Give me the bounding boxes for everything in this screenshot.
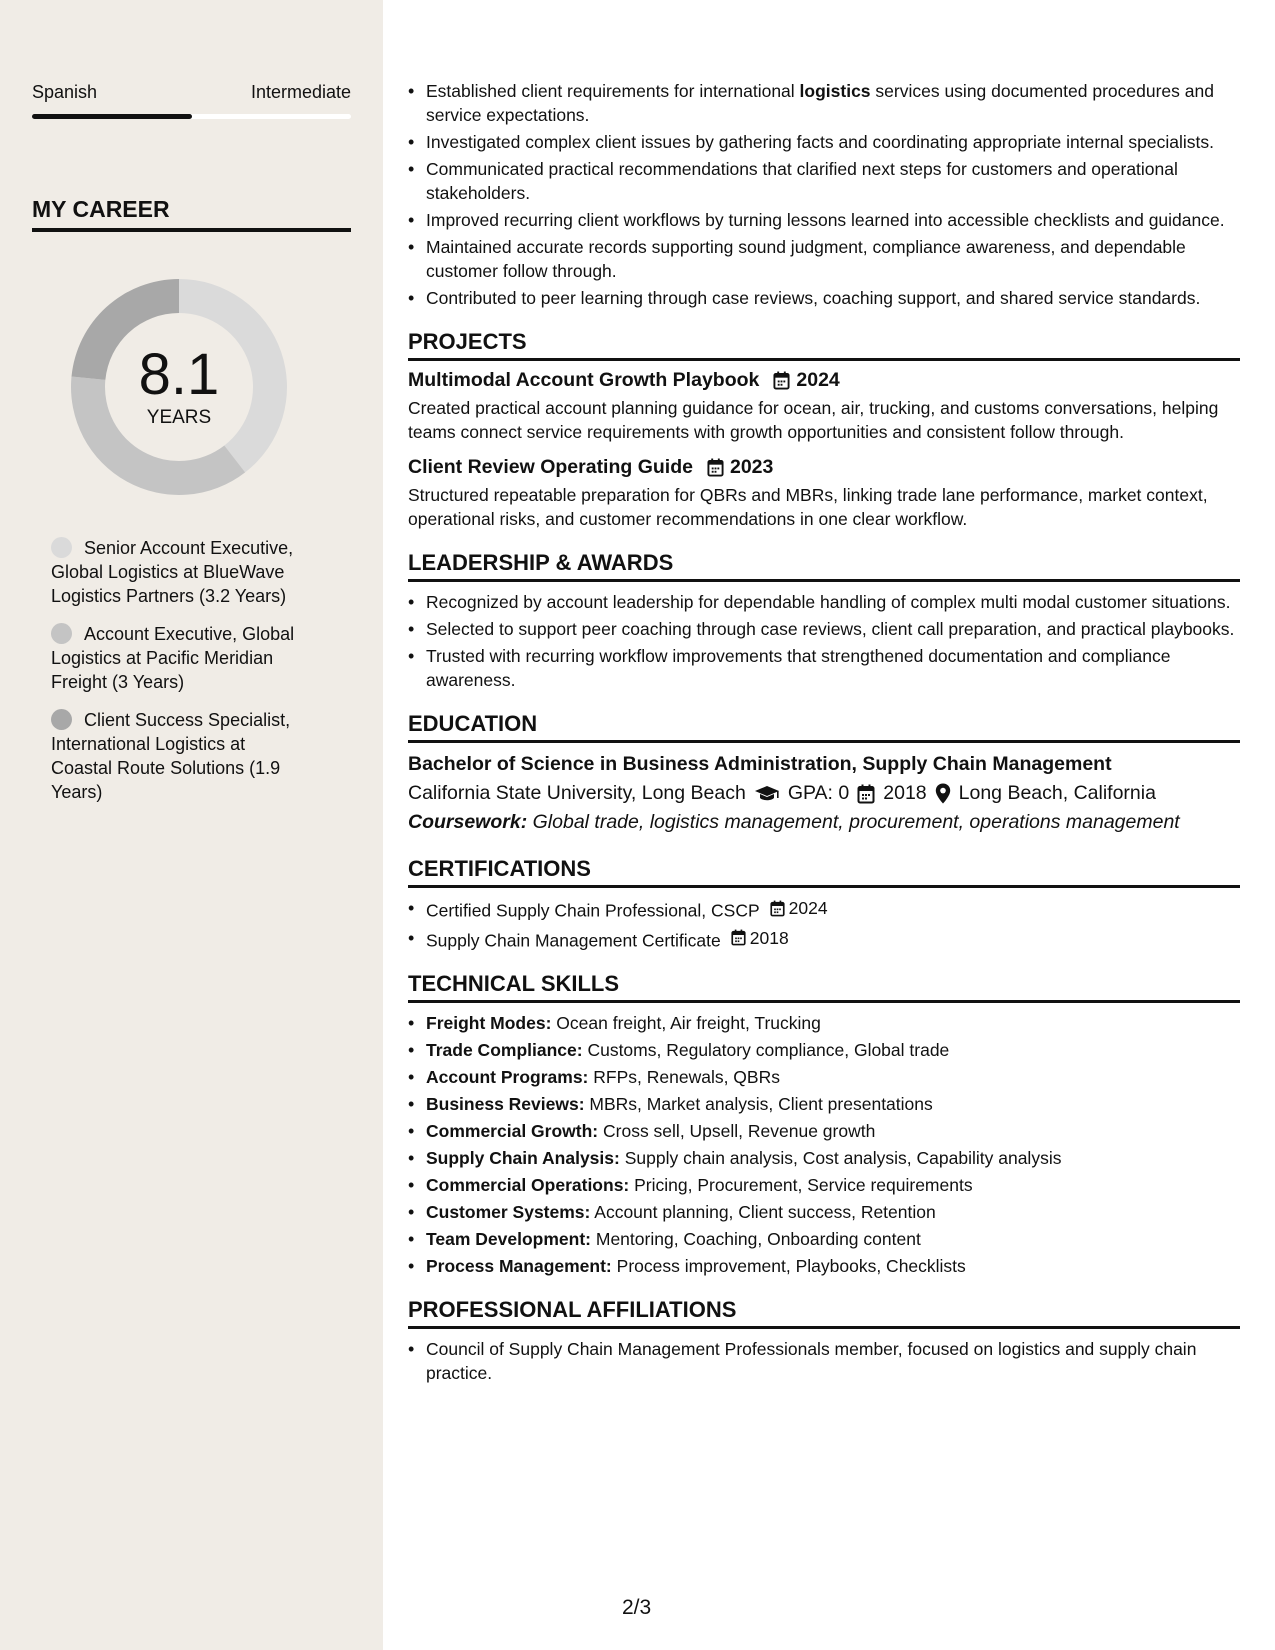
skill-item (408, 1200, 1240, 1224)
skill-label: Customer Systems: (426, 1202, 591, 1222)
bullet-text: Established client requirements for international (426, 81, 800, 101)
skill-label: Process Management: (426, 1256, 612, 1276)
main-content (408, 0, 1240, 1388)
language-level: Intermediate (250, 82, 351, 102)
graduation-year: 2018 (883, 782, 927, 804)
coursework-text: Global trade, logistics management, procurement, operations management (532, 811, 1180, 833)
technical-skills-heading: TECHNICAL SKILLS (408, 971, 1240, 1003)
skill-label: Trade Compliance: (426, 1040, 583, 1060)
legend-label: Senior Account Executive, Global Logistics at BlueWave Logistics Partners (3.2 Years) (51, 538, 294, 606)
skill-item (408, 1227, 1240, 1251)
project-year-group (707, 456, 773, 479)
experience-bullets (408, 79, 1240, 310)
project-title: Multimodal Account Growth Playbook (408, 369, 760, 391)
technical-skills-list (408, 1011, 1240, 1278)
skill-value: Customs, Regulatory compliance, Global trade (587, 1040, 950, 1060)
location-pin-icon (935, 783, 951, 804)
calendar-icon (857, 784, 875, 804)
skill-item (408, 1146, 1240, 1170)
leadership-heading: LEADERSHIP & AWARDS (408, 550, 1240, 582)
career-heading: MY CAREER (32, 196, 351, 232)
skill-item (408, 1065, 1240, 1089)
career-years-value: 8.1 (138, 342, 220, 407)
school-location: Long Beach, California (958, 782, 1156, 804)
skill-label: Freight Modes: (426, 1013, 552, 1033)
degree-title: Bachelor of Science in Business Administration, Supply Chain Management (408, 753, 1112, 775)
calendar-icon (731, 929, 746, 946)
legend-swatch (51, 709, 72, 730)
language-proficiency-fill (32, 114, 192, 119)
projects-list (408, 369, 1240, 531)
certification-name: Certified Supply Chain Professional, CSCP (426, 900, 760, 921)
bullet-text: Contributed to peer learning through case reviews, coaching support, and shared service standards. (426, 288, 1201, 308)
bullet-text: Maintained accurate records supporting sound judgment, compliance awareness, and dependable customer follow through. (426, 237, 1186, 281)
donut-center (66, 274, 292, 500)
language-proficiency-bar (32, 114, 351, 119)
experience-bullet (408, 79, 1240, 127)
skill-value: Pricing, Procurement, Service requirements (634, 1175, 973, 1195)
skill-label: Team Development: (426, 1229, 591, 1249)
skill-item (408, 1038, 1240, 1062)
projects-heading: PROJECTS (408, 329, 1240, 361)
skill-item (408, 1011, 1240, 1035)
project-title-row (408, 369, 1240, 392)
skill-label: Business Reviews: (426, 1094, 585, 1114)
project-description: Created practical account planning guidance for ocean, air, trucking, and customs conversations, helping teams connect service requirements with growth opportunities and consistent follow through. (408, 398, 1219, 442)
certification-item (408, 896, 1240, 923)
experience-bullet (408, 235, 1240, 283)
affiliations-heading: PROFESSIONAL AFFILIATIONS (408, 1297, 1240, 1329)
skill-label: Commercial Operations: (426, 1175, 630, 1195)
bullet-emphasis: logistics (799, 81, 871, 101)
certification-year: 2018 (749, 927, 789, 948)
experience-bullet (408, 130, 1240, 154)
skill-label: Account Programs: (426, 1067, 589, 1087)
experience-bullet (408, 286, 1240, 310)
skill-value: Account planning, Client success, Retention (594, 1202, 936, 1222)
certification-item (408, 926, 1240, 953)
bullet-text: services using documented procedures and service expectations. (426, 81, 1214, 125)
skill-value: Mentoring, Coaching, Onboarding content (595, 1229, 921, 1249)
skill-value: Process improvement, Playbooks, Checklists (616, 1256, 966, 1276)
legend-swatch (51, 623, 72, 644)
language-row (32, 82, 351, 103)
certifications-heading: CERTIFICATIONS (408, 856, 1240, 888)
sidebar (0, 0, 383, 1650)
school-name: California State University, Long Beach (408, 782, 746, 804)
leadership-list (408, 590, 1240, 692)
skill-value: MBRs, Market analysis, Client presentations (589, 1094, 933, 1114)
skill-item (408, 1173, 1240, 1197)
career-legend-item (51, 536, 311, 608)
calendar-icon (770, 900, 785, 917)
skill-label: Supply Chain Analysis: (426, 1148, 620, 1168)
gpa-value: GPA: 0 (787, 782, 850, 804)
page-number: 2/3 (622, 1596, 652, 1619)
certifications-list (408, 896, 1240, 952)
bullet-text: Communicated practical recommendations that clarified next steps for customers and operational stakeholders. (426, 159, 1178, 203)
legend-label: Client Success Specialist, International Logistics at Coastal Route Solutions (1.9 Years) (51, 710, 291, 802)
leadership-item: • Trusted with recurring workflow improvements that strengthened documentation and compliance awareness. (408, 644, 1240, 692)
skill-item (408, 1092, 1240, 1116)
skill-label: Commercial Growth: (426, 1121, 599, 1141)
certification-year-group (770, 896, 828, 920)
legend-swatch (51, 537, 72, 558)
career-legend-item (51, 708, 311, 804)
leadership-item: • Recognized by account leadership for dependable handling of complex multi modal customer situations. (408, 590, 1240, 614)
bullet-text: Improved recurring client workflows by turning lessons learned into accessible checklists and guidance. (426, 210, 1225, 230)
certification-year-group (731, 926, 789, 950)
education-heading: EDUCATION (408, 711, 1240, 743)
project-year: 2023 (729, 456, 774, 478)
project-year-group (773, 369, 839, 392)
coursework-label: Coursework: (408, 811, 528, 833)
skill-value: Cross sell, Upsell, Revenue growth (603, 1121, 876, 1141)
skill-item (408, 1254, 1240, 1278)
calendar-icon (773, 371, 790, 390)
calendar-icon (707, 458, 724, 477)
leadership-item: • Selected to support peer coaching through case reviews, client call preparation, and practical playbooks. (408, 617, 1240, 641)
skill-item (408, 1119, 1240, 1143)
certification-name: Supply Chain Management Certificate (426, 930, 721, 950)
experience-bullet (408, 208, 1240, 232)
affiliations-list (408, 1337, 1240, 1385)
skill-value: RFPs, Renewals, QBRs (593, 1067, 780, 1087)
skill-value: Supply chain analysis, Cost analysis, Capability analysis (624, 1148, 1062, 1168)
project-title: Client Review Operating Guide (408, 456, 693, 478)
project-description: Structured repeatable preparation for QBRs and MBRs, linking trade lane performance, market context, operational risks, and customer recommendations in one clear workflow. (408, 485, 1208, 529)
skill-value: Ocean freight, Air freight, Trucking (556, 1013, 821, 1033)
project-year: 2024 (796, 369, 840, 391)
legend-label: Account Executive, Global Logistics at Pacific Meridian Freight (3 Years) (51, 624, 295, 692)
education-meta (408, 782, 1240, 805)
career-legend-item (51, 622, 311, 694)
experience-bullet (408, 157, 1240, 205)
bullet-text: Investigated complex client issues by gathering facts and coordinating appropriate internal specialists. (426, 132, 1214, 152)
graduation-cap-icon (754, 784, 780, 804)
affiliation-item: • Council of Supply Chain Management Professionals member, focused on logistics and supply chain practice. (408, 1337, 1240, 1385)
career-years-unit: YEARS (146, 407, 212, 428)
career-legend (51, 536, 311, 818)
project-title-row (408, 456, 1240, 479)
coursework-line (408, 811, 1240, 834)
language-name: Spanish (32, 82, 98, 102)
certification-year: 2024 (788, 898, 828, 918)
